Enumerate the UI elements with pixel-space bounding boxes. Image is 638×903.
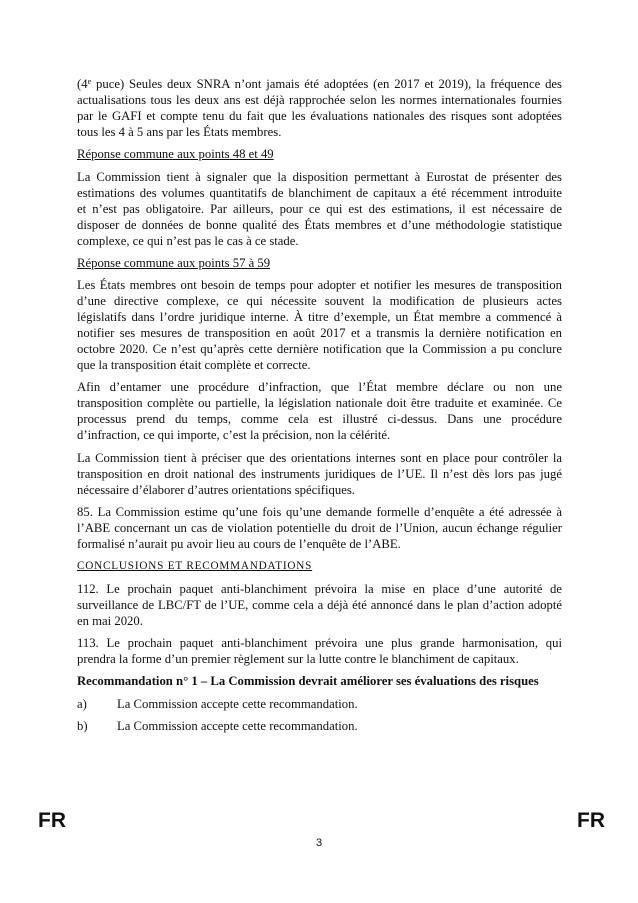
paragraph-line: octobre 2020. Ce n’est qu’après cette dernière notification que la Commission a pu conclure [77, 342, 562, 357]
paragraph-line: 113. Le prochain paquet anti-blanchiment prévoira une plus grande harmonisation, qui [77, 635, 562, 650]
recommendation-item [77, 696, 562, 712]
paragraph-line: surveillance de LBC/FT de l’UE, comme cela a déjà été annoncé dans le plan d’action adopté [77, 597, 562, 612]
paragraph-line: 85. La Commission estime qu’une fois qu’une demande formelle d’enquête a été adressée à [77, 505, 562, 520]
list-item-text: La Commission accepte cette recommandation. [117, 718, 358, 733]
paragraph-line: transposition en droit national des instruments juridiques de l’UE. Il n’est dès lors pas jugé [77, 466, 562, 481]
section-heading [77, 558, 562, 574]
paragraph-snra [77, 76, 562, 140]
paragraph-line: prendra la forme d’un premier règlement sur la lutte contre le blanchiment de capitaux. [77, 651, 519, 666]
paragraph-eurostat [77, 169, 562, 249]
paragraph-infraction [77, 379, 562, 443]
paragraph-transposition [77, 277, 562, 373]
list-marker: a) [77, 696, 87, 711]
heading-text: CONCLUSIONS ET RECOMMANDATIONS [77, 560, 313, 573]
list-item [77, 696, 562, 712]
paragraph-line: complexe, ce qui n’est pas le cas à ce stade. [77, 233, 299, 248]
paragraph-line: d’une directive complexe, ce qui nécessite souvent la modification de plusieurs actes [77, 294, 562, 309]
line-text: (4 [77, 77, 88, 91]
paragraph-85 [77, 504, 562, 552]
line-text: puce) Seules deux SNRA n’ont jamais été adoptées (en 2017 et 2019), la fréquence des [91, 77, 562, 91]
paragraph-line: que la transposition était complète et correcte. [77, 358, 311, 373]
paragraph-line: disposer de données de bonne qualité des États membres et d’une méthodologie statistique [77, 217, 562, 232]
paragraph-line: La Commission tient à signaler que la disposition permettant à Eurostat de présenter des [77, 169, 562, 184]
paragraph-orientations [77, 450, 562, 498]
paragraph-line: nécessaire d’élaborer d’autres orientations spécifiques. [77, 482, 355, 497]
paragraph-line: et n’est pas obligatoire. Par ailleurs, pour ce qui est des estimations, il est nécessaire de [77, 201, 562, 216]
paragraph-line: d’infraction, ce qui importe, c’est la précision, non la célérité. [77, 428, 391, 443]
paragraph-line: en mai 2020. [77, 613, 143, 628]
paragraph-line: législatifs dans l’ordre juridique interne. À titre d’exemple, un État membre a commencé à [77, 310, 562, 325]
paragraph-line: tous les 4 à 5 ans par les États membres. [77, 125, 282, 139]
recommendation-item [77, 718, 562, 734]
section-heading [77, 255, 562, 271]
paragraph-line: 112. Le prochain paquet anti-blanchiment prévoira la mise en place d’une autorité de [77, 581, 562, 596]
heading-text: Réponse commune aux points 57 à 59 [77, 255, 271, 270]
page-number: 3 [315, 837, 323, 849]
paragraph-line: l’ABE concernant un cas de violation potentielle du droit de l’Union, aucun échange régulier [77, 521, 562, 536]
page-body [77, 76, 562, 740]
paragraph-line: estimations des volumes quantitatifs de blanchiment de capitaux a été récemment introduite [77, 185, 562, 200]
recommendation-title: Recommandation n° 1 – La Commission devrait améliorer ses évaluations des risques [77, 674, 539, 689]
paragraph-line: actualisations tous les deux ans est déjà rapprochée selon les normes internationales fournies [77, 93, 562, 107]
paragraph-line: par le GAFI et compte tenu du fait que les évaluations nationales des risques sont adoptées [77, 109, 562, 123]
ordinal-superscript: e [87, 77, 92, 86]
heading-text: Réponse commune aux points 48 et 49 [77, 147, 274, 162]
paragraph-line: notifier ses mesures de transposition en août 2017 et a transmis la dernière notification en [77, 326, 562, 341]
paragraph-line: La Commission tient à préciser que des orientations internes sont en place pour contrôler la [77, 450, 562, 465]
paragraph-line: transposition complète ou partielle, la législation nationale doit être traduite et examinée. Ce [77, 396, 562, 411]
paragraph-112 [77, 581, 562, 629]
list-item [77, 718, 562, 734]
language-marker-right: FR [577, 809, 605, 832]
paragraph-line: formalisé n’aurait pu avoir lieu au cours de l’enquête de l’ABE. [77, 537, 401, 552]
list-marker: b) [77, 718, 88, 733]
language-marker-left: FR [38, 809, 66, 832]
paragraph-line: Les États membres ont besoin de temps pour adopter et notifier les mesures de transposition [77, 278, 562, 293]
list-item-text: La Commission accepte cette recommandation. [117, 696, 358, 711]
paragraph-line: processus prend du temps, comme cela est illustré ci-dessus. Dans une procédure [77, 412, 562, 427]
recommendation-heading [77, 673, 562, 689]
paragraph-line: Afin d’entamer une procédure d’infraction, que l’État membre déclare ou non une [77, 380, 562, 395]
paragraph-line [77, 76, 562, 92]
section-heading [77, 146, 562, 162]
paragraph-113 [77, 635, 562, 667]
